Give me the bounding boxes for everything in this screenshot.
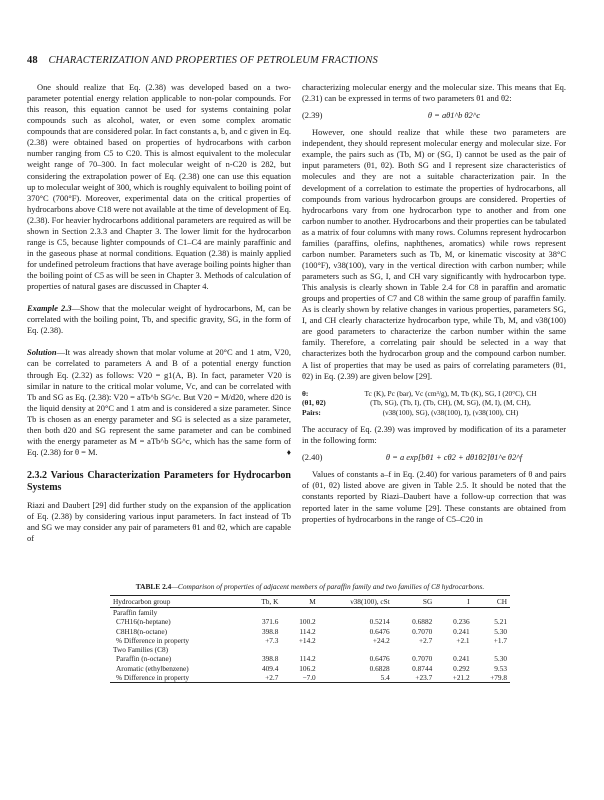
pairs-label: (θ1, θ2): [302, 398, 326, 408]
pairs-values-2: (ν38(100), SG), (ν38(100), I), (ν38(100), CH): [382, 407, 519, 417]
equation-number: (2.40): [302, 452, 323, 463]
table-cell: 0.292: [453, 663, 470, 673]
table-cell: 0.8744: [412, 663, 433, 673]
table-cell: 114.2: [299, 626, 316, 636]
table-header: CH: [473, 596, 510, 608]
table-cell: 0.6476: [369, 626, 390, 636]
table-cell: +2.7: [244, 673, 282, 683]
table-caption-text: —Comparison of properties of adjacent members of paraffin family and two families of C8 hydrocarbons.: [171, 582, 485, 591]
qed-diamond: ♦: [286, 446, 291, 457]
equation-number: (2.39): [302, 110, 323, 121]
right-paragraph-3: The accuracy of Eq. (2.39) was improved by modification of its a parameter in the following form:: [302, 424, 566, 446]
table-row: [110, 645, 510, 654]
table-cell: Paraffin (n-octane): [116, 654, 172, 664]
table-row: [110, 673, 510, 683]
table-cell: 0.6882: [412, 617, 433, 627]
table-cell: +24.2: [372, 635, 390, 645]
left-paragraph-2: Riazi and Daubert [29] did further study on the expansion of the application of Eq. (2.38) by considering various input parameters. In fact instead of Tb and SG we may consider any pair of parameters θ1 and θ2, which are capable of: [27, 500, 291, 544]
table-row: [110, 608, 510, 618]
table-cell: +21.2: [435, 673, 472, 683]
table-cell: +2.7: [419, 635, 433, 645]
table-cell: 0.5214: [369, 617, 390, 627]
table-cell: 106.2: [299, 663, 316, 673]
example-label: Example 2.3: [27, 303, 72, 314]
table-cell: 0.241: [453, 626, 470, 636]
equation-body: θ = aθ1^b θ2^c: [427, 110, 481, 121]
running-title: CHARACTERIZATION AND PROPERTIES OF PETROLEUM FRACTIONS: [48, 55, 378, 66]
table-cell: [393, 645, 436, 654]
table-cell: 5.4: [319, 673, 393, 683]
table-cell: +7.3: [265, 635, 279, 645]
table-cell: 5.30: [494, 654, 507, 664]
right-paragraph-2: However, one should realize that while these two parameters are independent, they should represent molecular energy and molecular size. For example, the pairs such as (Tb, M) or (SG, I) cannot be used as the pair of input parameters (θ1, θ2). Both SG and I represent size characteristics of molecules and they are not a suitable characterization pair. In the development of a correlation to estimate the properties of hydrocarbons, all compounds from various hydrocarbon groups are considered. Properties of hydrocarbons vary from one hydrocarbon type to another and from one carbon number to another. Hydrocarbons and their properties can be tabulated as a matrix of four columns with many rows. Columns represent hydrocarbon families (paraffins, olefins, naphthenes, aromatics) while rows represent carbon number. Parameters such as Tb, M, or kinematic viscosity at 38°C (100°F), ν38(100), vary in the vertical direction with carbon number; while parameters such as SG, I, and CH vary significantly with hydrocarbon type. This analysis is clearly shown in Table 2.4 for C8 in paraffin and aromatic groups and properties of C7 and C8 within the same group of paraffin family. As is clearly shown by relative changes in various properties, parameters SG, I, and CH clearly characterize hydrocarbon type, while Tb, M, and ν38(100) are good parameters to characterize the carbon number within the same family. Therefore, a correlating pair should be selected in a way that characterizes both the hydrocarbon group and the compound carbon number. A list of properties that may be used as pairs of correlating parameters (θ1, θ2) in Eq. (2.39) are given below [29].: [302, 127, 566, 381]
example-paragraph: [27, 303, 291, 336]
table-cell: 0.6828: [369, 663, 390, 673]
table-row: [110, 636, 510, 645]
table-cell: 371.6: [261, 617, 279, 627]
table-cell: C8H18(n-octane): [116, 626, 168, 636]
table-cell: 0.7070: [412, 626, 433, 636]
table-cell: +14.2: [298, 635, 316, 645]
table-cell: [244, 608, 282, 618]
table-header: I: [435, 596, 472, 608]
table-cell: 398.8: [261, 626, 279, 636]
table-cell: [244, 645, 282, 654]
table-cell: [281, 608, 318, 618]
table-cell: 100.2: [299, 617, 316, 627]
left-paragraph-1: One should realize that Eq. (2.38) was developed based on a two-parameter potential energy relation applicable to non-polar compounds. For this reason, this equation cannot be used for systems containing polar compounds such as alcohol, water, or even some complex aromatic compounds that are considered polar. In fact constants a, b, and c given in Eq. (2.38) were obtained based on properties of hydrocarbons with carbon number ranging from C5 to C20. This is almost equivalent to the molecular weight range of 70–300. In fact molecular weight of n-C20 is 282, but considering the extrapolation power of Eq. (2.38) one can use this equation up to molecular weight of 300, which is roughly equivalent to boiling point of 370°C (700°F). Moreover, experimental data on the critical properties of hydrocarbons above C18 were not available at the time of development of Eq. (2.38). For heavier hydrocarbons additional parameters are required as will be shown in Section 2.3.3 and Chapter 3. The lower limit for the hydrocarbon range is C5, because lighter compounds of C1–C4 are mainly paraffinic and in the gaseous phase at normal conditions. Equation (2.38) is mainly applied for undefined petroleum fractions that have average boiling points higher than the boiling point of C5 as will be seen in Chapter 3. Methods of calculation of properties of natural gases are discussed in Chapter 4.: [27, 82, 291, 292]
pairs-values-1: (Tb, SG), (Tb, I), (Tb, CH), (M, SG), (M, I), (M, CH),: [370, 398, 531, 408]
table-cell: 0.6476: [369, 654, 390, 664]
solution-label: Solution: [27, 347, 57, 358]
table-cell: Paraffin family: [113, 608, 158, 617]
table-cell: 409.4: [261, 663, 279, 673]
table-row: [110, 617, 510, 626]
table-cell: % Difference in property: [116, 635, 190, 645]
right-paragraph-1: characterizing molecular energy and the molecular size. This means that Eq. (2.31) can be expressed in terms of two parameters θ1 and θ2:: [302, 82, 566, 104]
table-cell: Aromatic (ethylbenzene): [116, 663, 189, 673]
table-cell: −7.0: [281, 673, 318, 683]
solution-paragraph: [27, 347, 291, 458]
table-row: [110, 654, 510, 663]
table-row: [110, 627, 510, 636]
table-cell: [473, 608, 510, 618]
table-caption: [110, 582, 510, 591]
table-cell: 0.241: [453, 654, 470, 664]
table-cell: [319, 608, 393, 618]
table-cell: [473, 645, 510, 654]
equation-2-39: [302, 110, 566, 121]
equation-body: θ = a exp[bθ1 + cθ2 + dθ1θ2]θ1^e θ2^f: [385, 452, 523, 463]
section-title: 2.3.2 Various Characterization Parameters for Hydrocarbon Systems: [27, 470, 291, 493]
table-cell: +79.8: [473, 673, 510, 683]
table-cell: [435, 608, 472, 618]
table-header: SG: [393, 596, 436, 608]
table-header: ν38(100), cSt: [319, 596, 393, 608]
theta-values: Tc (K), Pc (bar), Vc (cm³/g), M, Tb (K), SG, I (20°C), CH: [364, 388, 537, 398]
page-number: 48: [27, 55, 38, 66]
pairs-label-2: Pairs:: [302, 407, 321, 417]
table-row: [110, 664, 510, 673]
running-header: [27, 55, 577, 66]
parameter-list: [302, 389, 566, 418]
table-cell: [281, 645, 318, 654]
table-cell: +1.7: [493, 635, 507, 645]
table-cell: [435, 645, 472, 654]
table-cell: 5.21: [494, 617, 507, 627]
table-caption-label: TABLE 2.4: [135, 582, 172, 591]
table-2-4: [110, 582, 510, 683]
table-header: Hydrocarbon group: [110, 596, 244, 608]
table-header: Tb, K: [244, 596, 282, 608]
equation-2-40: [302, 452, 566, 463]
table-cell: 0.7070: [412, 654, 433, 664]
table-cell: [393, 608, 436, 618]
solution-text: —It was already shown that molar volume at 20°C and 1 atm, V20, can be correlated to parameters A and B of a potential energy function through Eq. (2.32) as follows: V20 = g1(A, B). In fact, parameter V20 is similar in nature to the critical molar volume, Vc, and can be correlated with Tb and SG as Eq. (2.38): V20 = aTb^b SG^c. But V20 = M/d20, where d20 is the liquid density at 20°C and 1 atm and is considered a size parameter. Since Tb is chosen as an energy parameter and SG is selected as a size parameter, then both d20 and SG represent the same parameter and can be combined with the energy parameter as M = aTb^b SG^c, which has the same form of Eq. (2.38) for θ = M.: [27, 347, 291, 457]
table-cell: C7H16(n-heptane): [116, 617, 171, 627]
left-column: [27, 82, 291, 544]
right-paragraph-4: Values of constants a–f in Eq. (2.40) for various parameters of θ and pairs of (θ1, θ2) listed above are given in Table 2.5. It should be noted that the constants reported by Riazi–Daubert have a follow-up correction that was reported later in the same volume [29]. These constants are obtained from properties of hydrocarbons in the range of C5–C20 in: [302, 469, 566, 524]
table-cell: 114.2: [299, 654, 316, 664]
theta-label: θ:: [302, 388, 309, 398]
table-cell: % Difference in property: [110, 673, 244, 683]
table-cell: 5.30: [494, 626, 507, 636]
table-cell: 9.53: [494, 663, 507, 673]
example-text: —Show that the molecular weight of hydrocarbons, M, can be correlated with the boiling point, Tb, and specific gravity, SG, in the form of Eq. (2.38).: [27, 303, 292, 336]
table-header-row: [110, 596, 510, 608]
table-cell: Two Families (C8): [113, 645, 169, 655]
table-cell: [319, 645, 393, 654]
table-header: M: [281, 596, 318, 608]
table-cell: 398.8: [261, 654, 279, 664]
properties-table: [110, 595, 510, 683]
right-column: [302, 82, 566, 525]
table-cell: +23.7: [393, 673, 436, 683]
table-cell: 0.236: [453, 617, 470, 627]
table-cell: +2.1: [456, 635, 470, 645]
